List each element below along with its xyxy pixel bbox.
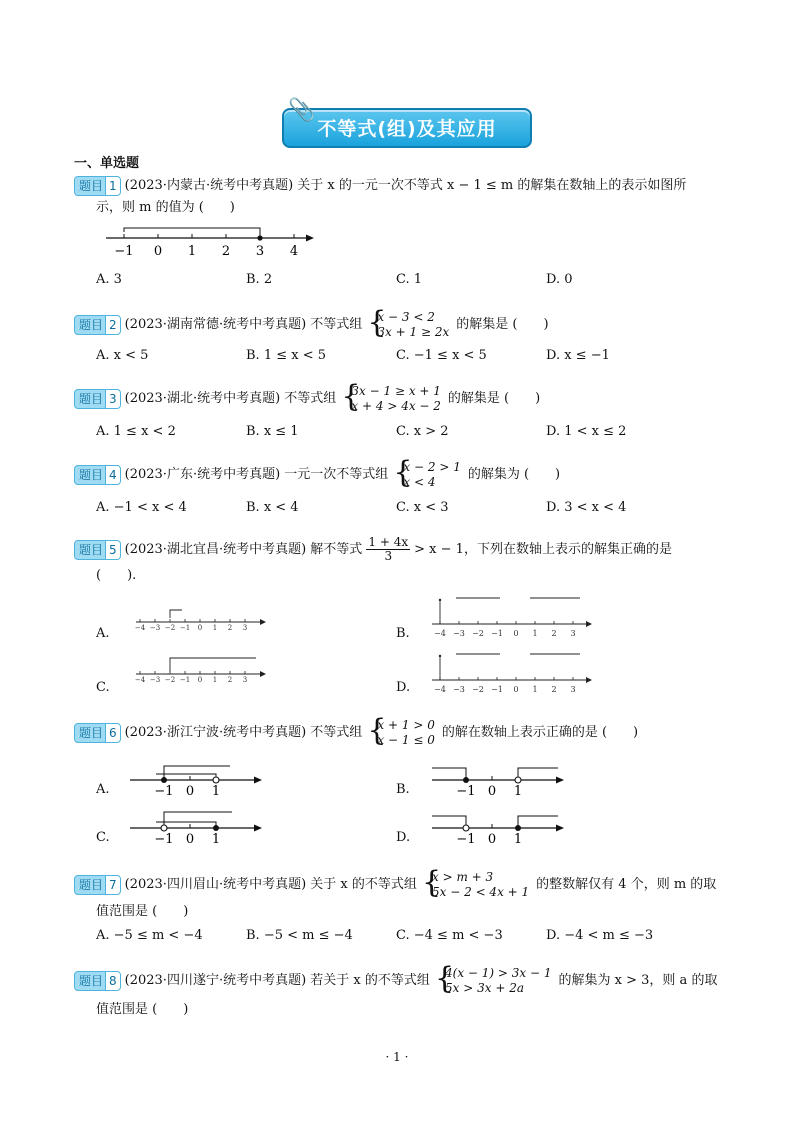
axis-tick-label: 3 [242,676,248,684]
open-point [463,825,469,831]
question-badge: 题目 [74,971,108,991]
page-title: 不等式(组)及其应用 [317,118,497,140]
question-6: 题目 6 (2023·浙江宁波·统考中考真题) 不等式组 { x + 1 > 0 x − 1 ≤ 0 的解在数轴上表示正确的是 ( ) [74,718,638,748]
option-a[interactable]: A. 3 [96,272,122,287]
axis-tick-label: 2 [551,629,557,638]
axis-tick-label: 3 [242,624,248,632]
axis-arrow [586,621,592,627]
inequality-system: { 4(x − 1) > 3x − 1 5x > 3x + 2a [437,966,552,996]
axis-tick-label: 3 [570,629,576,638]
option-d[interactable]: D. x ≤ −1 [546,348,610,363]
axis-tick-label: 1 [211,832,221,847]
question-number: 1 [105,176,121,196]
option-a[interactable]: A. 1 ≤ x < 2 [96,424,176,439]
axis-tick-label: 1 [513,784,523,799]
question-badge: 题目 [74,315,108,335]
question-number: 5 [105,540,121,560]
title-banner [282,98,532,148]
page-number: · 1 · [385,1050,409,1064]
number-line-q6-b [428,758,568,800]
option-a[interactable]: A. [96,626,110,641]
question-number: 6 [105,723,121,743]
question-number: 2 [105,315,121,335]
question-text: (2023·湖南常德·统考中考真题) 不等式组 [124,317,363,332]
solution-ray [164,812,232,828]
solution-ray [164,766,230,780]
question-badge: 题目 [74,540,108,560]
closed-point [161,777,167,783]
axis-tick-label: −3 [453,629,465,638]
inequality-system: { 3x − 1 ≥ x + 1 x + 4 > 4x − 2 [343,384,441,414]
fraction: $\frac{1 + 4x}{3}$ [368,535,409,563]
axis-tick-label: −1 [179,624,191,632]
axis-tick-label: −1 [456,784,476,799]
number-line-q6-d [428,806,568,848]
solution-ray [170,610,182,618]
paperclip-icon: 📎 [288,98,316,123]
axis-tick-label: 2 [551,685,557,694]
question-badge: 题目 [74,465,108,485]
axis-tick-label: −3 [149,676,161,684]
question-8: 题目 8 (2023·四川遂宁·统考中考真题) 若关于 x 的不等式组 { 4(x − 1) > 3x − 1 5x > 3x + 2a 的解集为 x > 3，则 a 的取 [74,966,717,996]
axis-tick-label: 2 [227,676,233,684]
inequality-system: { x − 3 < 2 3x + 1 ≥ 2x [369,310,449,340]
question-badge: 题目 [74,176,108,196]
option-c[interactable]: C. [96,680,110,695]
open-point [161,825,167,831]
axis-tick-label: 0 [153,244,163,259]
question-text-line2: 示，则 m 的值为 ( ) [96,200,235,215]
number-line-q5-b [432,594,592,640]
axis-tick-label: −2 [164,624,176,632]
inequality-system: { x > m + 3 5x − 2 < 4x + 1 [424,870,529,900]
axis-arrow [586,677,592,683]
question-number: 4 [105,465,121,485]
axis-tick-label: −2 [472,629,484,638]
axis-tick-label: 1 [211,784,221,799]
number-line-q5-a [136,604,266,634]
question-text-line2: ( ). [96,568,137,583]
option-a[interactable]: A. −1 < x < 4 [96,500,187,515]
option-d[interactable]: D. [396,680,411,695]
axis-tick-label: 1 [212,676,218,684]
solution-ray [432,768,466,780]
option-c[interactable]: C. x > 2 [396,424,449,439]
axis-tick-label: −2 [164,676,176,684]
option-b[interactable]: B. 1 ≤ x < 5 [246,348,327,363]
closed-point [463,777,469,783]
axis-tick-label: 0 [513,629,519,638]
question-text: (2023·湖北·统考中考真题) 不等式组 [124,391,337,406]
axis-tick-label: −1 [491,685,503,694]
option-d[interactable]: D. 0 [546,272,573,287]
question-text: (2023·浙江宁波·统考中考真题) 不等式组 [124,725,363,740]
axis-tick-label: −3 [453,685,465,694]
axis-tick-label: −1 [491,629,503,638]
axis-tick-label: 2 [221,244,231,259]
axis-arrow [254,825,262,832]
option-d[interactable]: D. 3 < x < 4 [546,500,627,515]
question-number: 8 [105,971,121,991]
number-line-q1 [100,222,320,262]
axis-tick-label: 0 [185,784,195,799]
axis-tick-label: −1 [179,676,191,684]
number-line-q5-d [432,650,592,696]
axis-tick-label: 3 [255,244,265,259]
option-c[interactable]: C. 1 [396,272,423,287]
axis-tick-label: 2 [227,624,233,632]
solution-ray [170,658,256,672]
number-line-q6-c [126,806,266,848]
question-badge: 题目 [74,389,108,409]
axis-tick-label: 0 [197,624,203,632]
option-a[interactable]: A. x < 5 [96,348,149,363]
option-d[interactable]: D. 1 < x ≤ 2 [546,424,627,439]
axis-arrow [260,619,266,625]
question-text-line2: 值范围是 ( ) [96,1002,189,1017]
axis-tick-label: −4 [434,629,446,638]
axis-tick-label: 0 [487,832,497,847]
option-b[interactable]: B. [396,626,410,641]
question-1 [74,176,686,197]
option-d[interactable]: D. [396,830,411,845]
number-line-q5-c [136,656,266,686]
option-b[interactable]: B. 2 [246,272,273,287]
inequality-system: { x + 1 > 0 x − 1 ≤ 0 [369,718,434,748]
axis-tick-label: −4 [134,676,146,684]
question-text: (2023·广东·统考中考真题) 一元一次不等式组 [124,467,389,482]
option-c[interactable]: C. x < 3 [396,500,449,515]
solution-ray [518,816,558,828]
axis-tick-label: 1 [187,244,197,259]
axis-tick-label: 1 [212,624,218,632]
axis-tick-label: 4 [289,244,299,259]
open-point [213,777,219,783]
axis-tick-label: 1 [532,685,538,694]
axis-arrow [556,777,564,784]
question-5: 题目 5 (2023·湖北宜昌·统考中考真题) 解不等式 $\frac{1 + 4x}{3}$ > x − 1，下列在数轴上表示的解集正确的是 [74,536,672,563]
axis-arrow [556,825,564,832]
option-a[interactable]: A. [96,782,110,797]
axis-tick-label: −3 [149,624,161,632]
option-b[interactable]: B. x < 4 [246,500,299,515]
axis-tick-label: 0 [513,685,519,694]
question-2: 题目 2 (2023·湖南常德·统考中考真题) 不等式组 { x − 3 < 2 3x + 1 ≥ 2x 的解集是 ( ) [74,310,549,340]
section-heading: 一、单选题 [74,156,140,171]
axis-tick-label: 0 [197,676,203,684]
question-text: (2023·湖北宜昌·统考中考真题) 解不等式 [124,541,363,557]
axis-tick-label: −1 [154,784,174,799]
solution-point [439,655,441,657]
option-b[interactable]: B. −5 < m ≤ −4 [246,928,353,943]
question-7: 题目 7 (2023·四川眉山·统考中考真题) 关于 x 的不等式组 { x > m + 3 5x − 2 < 4x + 1 的整数解仅有 4 个，则 m 的取 [74,870,716,900]
option-b[interactable]: B. [396,782,410,797]
axis-arrow [260,671,266,677]
option-d[interactable]: D. −4 < m ≤ −3 [546,928,654,943]
question-text: (2023·内蒙古·统考中考真题) 关于 x 的一元一次不等式 x − 1 ≤ m 的解集在数轴上的表示如图所 [124,178,687,193]
inequality-system: { x − 2 > 1 x < 4 [395,460,460,490]
option-c[interactable]: C. −1 ≤ x < 5 [396,348,487,363]
axis-arrow [254,777,262,784]
closed-point [515,825,521,831]
question-3: 题目 3 (2023·湖北·统考中考真题) 不等式组 { 3x − 1 ≥ x + 1 x + 4 > 4x − 2 的解集是 ( ) [74,384,540,414]
axis-tick-label: −1 [456,832,476,847]
question-text-line2: 值范围是 ( ) [96,904,189,919]
closed-point [213,825,219,831]
axis-tick-label: −4 [434,685,446,694]
solution-point [439,599,441,601]
axis-tick-label: 0 [185,832,195,847]
solution-ray [518,768,558,780]
option-c[interactable]: C. [96,830,110,845]
axis-tick-label: −4 [134,624,146,632]
option-c[interactable]: C. −4 ≤ m < −3 [396,928,503,943]
question-number: 3 [105,389,121,409]
solution-ray [432,816,466,828]
option-b[interactable]: B. x ≤ 1 [246,424,299,439]
axis-tick-label: −2 [472,685,484,694]
axis-tick-label: 1 [532,629,538,638]
number-line-q6-a [126,758,266,800]
question-number: 7 [105,875,121,895]
axis-tick-label: 3 [570,685,576,694]
option-a[interactable]: A. −5 ≤ m < −4 [96,928,203,943]
question-text: (2023·四川眉山·统考中考真题) 关于 x 的不等式组 [124,877,417,892]
axis-tick-label: −1 [154,832,174,847]
question-4: 题目 4 (2023·广东·统考中考真题) 一元一次不等式组 { x − 2 > 1 x < 4 的解集为 ( ) [74,460,560,490]
question-badge: 题目 [74,875,108,895]
question-badge: 题目 [74,723,108,743]
question-text: (2023·四川遂宁·统考中考真题) 若关于 x 的不等式组 [124,973,430,988]
axis-tick-label: 1 [513,832,523,847]
open-point [515,777,521,783]
axis-tick-label: −1 [114,244,134,259]
axis-tick-label: 0 [487,784,497,799]
